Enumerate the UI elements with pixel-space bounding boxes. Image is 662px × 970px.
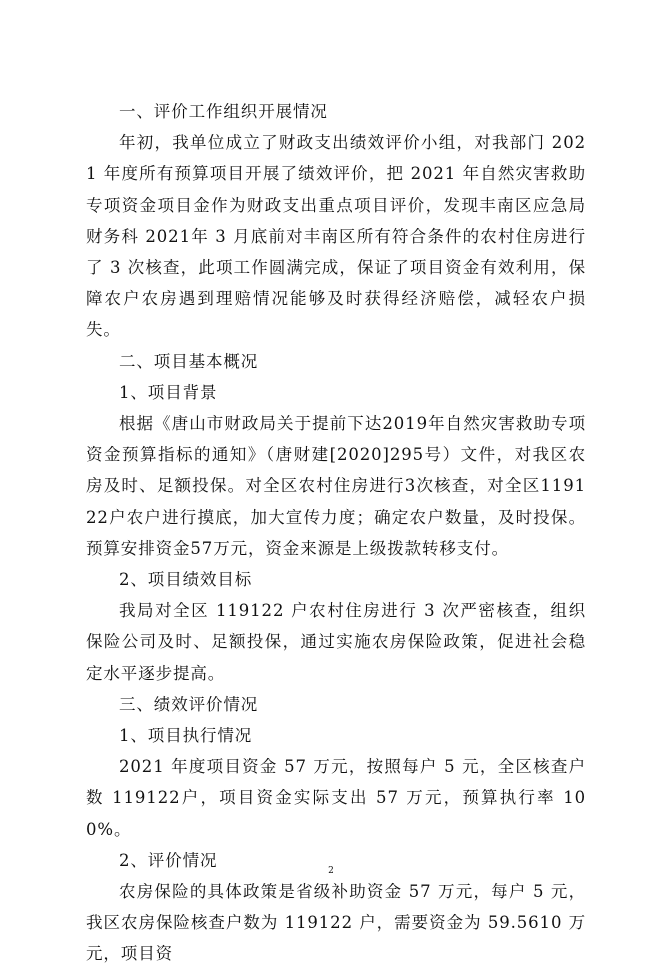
subheading-project-background: 1、项目背景 — [119, 382, 218, 402]
paragraph-evaluation-status: 农房保险的具体政策是省级补助资金 57 万元，每户 5 元，我区农房保险核查户数为 119122 户，需要资金为 59.5610 万元，项目资 — [86, 882, 586, 964]
paragraph-evaluation-organization: 年初，我单位成立了财政支出绩效评价小组，对我部门 2021 年度所有预算项目开展了绩效评价，把 2021 年自然灾害救助专项资金项目金作为财政支出重点项目评价，发现丰南区应急局财务科 2021年 3 月底前对丰南区所有符合条件的农村住房进行了 3 次核查，此项工作圆满完成，保证了项目资金有效利用，保障农户农房遇到理赔情况能够及时获得经济赔偿，减轻农户损失。 — [86, 133, 586, 340]
section-heading-performance-evaluation: 三、绩效评价情况 — [119, 694, 259, 714]
document-body — [86, 96, 586, 970]
section-heading-evaluation-organization: 一、评价工作组织开展情况 — [119, 102, 328, 121]
paragraph-project-execution: 2021 年度项目资金 57 万元，按照每户 5 元，全区核查户数 119122户，项目资金实际支出 57 万元，预算执行率 100%。 — [86, 757, 586, 839]
subheading-project-execution: 1、项目执行情况 — [119, 726, 253, 746]
subheading-evaluation-status: 2、评价情况 — [119, 850, 218, 870]
paragraph-project-background: 根据《唐山市财政局关于提前下达2019年自然灾害救助专项资金预算指标的通知》（唐财建[2020]295号）文件，对我区农房及时、足额投保。对全区农村住房进行3次核查，对全区119122户农户进行摸底，加大宣传力度；确定农户数量，及时投保。预算安排资金57万元，资金来源是上级拨款转移支付。 — [86, 414, 586, 558]
subheading-performance-goals: 2、项目绩效目标 — [119, 570, 253, 590]
paragraph-performance-goals: 我局对全区 119122 户农村住房进行 3 次严密核查，组织保险公司及时、足额投保，通过实施农房保险政策，促进社会稳定水平逐步提高。 — [86, 601, 586, 683]
page-number: 2 — [328, 866, 334, 876]
section-heading-project-overview: 二、项目基本概况 — [119, 351, 259, 371]
